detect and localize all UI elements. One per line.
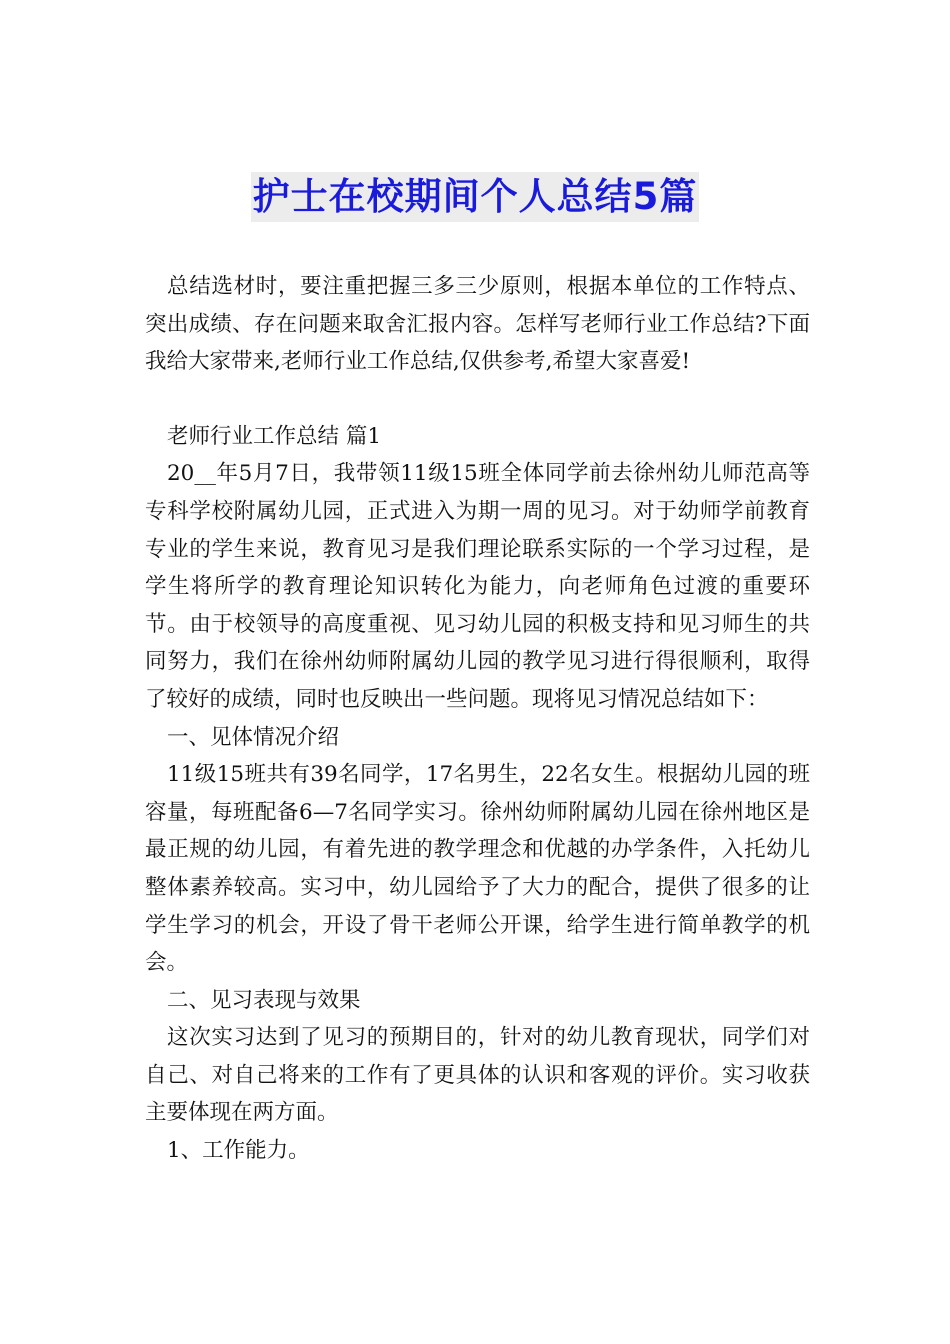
section-heading: 二、见习表现与效果 — [167, 987, 361, 1013]
document-body — [145, 268, 810, 1170]
section-heading: 一、见体情况介绍 — [167, 724, 340, 750]
body-paragraph: 这次实习达到了见习的预期目的，针对的幼儿教育现状，同学们对自己、对自己将来的工作有了更具体的认识和客观的评价。实习收获主要体现在两方面。 — [145, 1025, 810, 1126]
body-paragraph: 20__年5月7日，我带领11级15班全体同学前去徐州幼儿师范高等专科学校附属幼儿园，正式进入为期一周的见习。对于幼师学前教育专业的学生来说，教育见习是我们理论联系实际的一个学习过程，是学生将所学的教育理论知识转化为能力，向老师角色过渡的重要环节。由于校领导的高度重视、见习幼儿园的积极支持和见习师生的共同努力，我们在徐州幼师附属幼儿园的教学见习进行得很顺利，取得了较好的成绩，同时也反映出一些问题。现将见习情况总结如下： — [145, 461, 810, 712]
intro-paragraph: 总结选材时，要注重把握三多三少原则，根据本单位的工作特点、突出成绩、存在问题来取舍汇报内容。怎样写老师行业工作总结?下面我给大家带来,老师行业工作总结,仅供参考,希望大家喜爱! — [145, 274, 810, 375]
body-paragraph: 11级15班共有39名同学，17名男生，22名女生。根据幼儿园的班容量，每班配备6—7名同学实习。徐州幼师附属幼儿园在徐州地区是最正规的幼儿园，有着先进的教学理念和优越的办学条件，入托幼儿整体素养较高。实习中，幼儿园给予了大力的配合，提供了很多的让学生学习的机会，开设了骨干老师公开课，给学生进行简单教学的机会。 — [145, 762, 810, 976]
title-area — [0, 172, 950, 222]
document-title: 护士在校期间个人总结5篇 — [251, 172, 700, 222]
sub-heading: 1、工作能力。 — [167, 1138, 310, 1164]
section-heading: 老师行业工作总结 篇1 — [167, 423, 382, 449]
